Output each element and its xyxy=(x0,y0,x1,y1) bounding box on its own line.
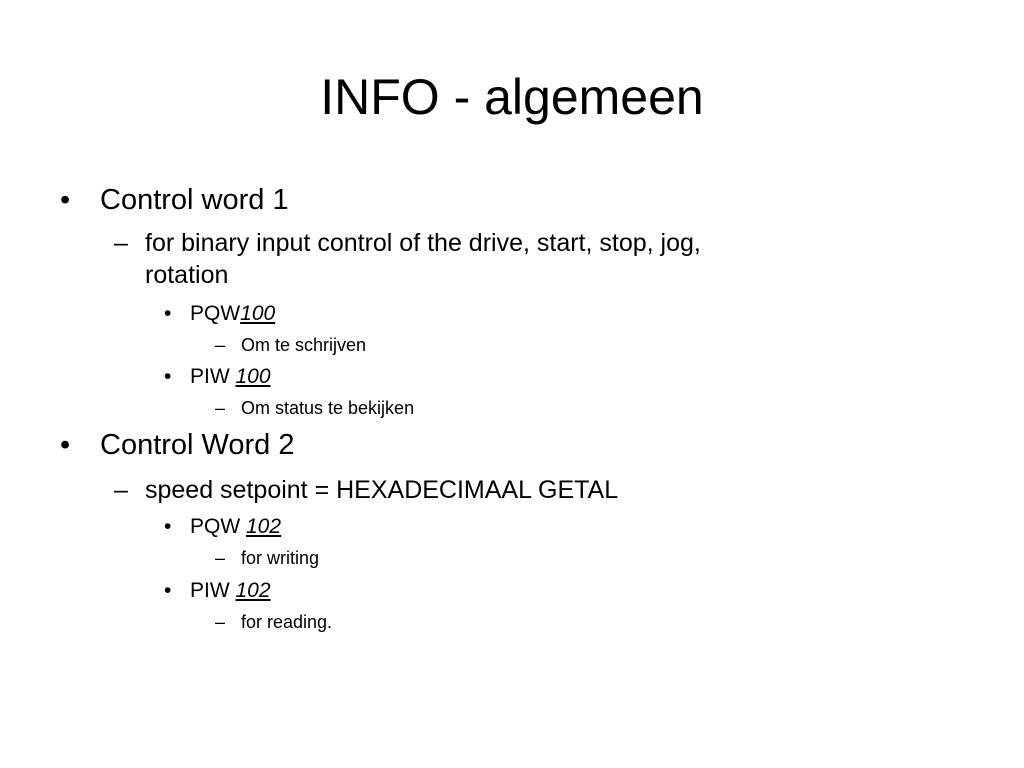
cw1-pqw-value: 100 xyxy=(240,302,276,325)
bullet-marker: • xyxy=(164,579,172,602)
cw2-pqw-value: 102 xyxy=(246,515,282,538)
cw2-piw-value: 102 xyxy=(235,579,271,602)
bullet-marker: • xyxy=(60,429,71,461)
cw2-pqw-note: for writing xyxy=(241,548,320,568)
cw1-pqw-note: Om te schrijven xyxy=(241,335,367,355)
bullet-marker: • xyxy=(164,365,172,388)
cw1-description-line1: for binary input control of the drive, start, stop, jog, xyxy=(145,229,701,257)
cw1-piw-value: 100 xyxy=(235,365,271,388)
cw1-piw-label: PIW xyxy=(190,365,236,388)
dash-marker: – xyxy=(215,398,226,418)
cw2-heading: Control Word 2 xyxy=(100,429,295,461)
cw1-description-line2: rotation xyxy=(145,261,229,289)
dash-marker: – xyxy=(114,476,128,504)
cw2-piw-label: PIW xyxy=(190,579,236,602)
cw1-piw-note: Om status te bekijken xyxy=(241,398,415,418)
bullet-marker: • xyxy=(164,302,172,325)
cw2-piw-item xyxy=(190,577,271,605)
cw1-heading: Control word 1 xyxy=(100,184,289,216)
cw1-pqw-label: PQW xyxy=(190,302,241,325)
bullet-marker: • xyxy=(60,184,71,216)
slide-title: INFO - algemeen xyxy=(320,69,704,125)
dash-marker: – xyxy=(215,335,226,355)
cw2-piw-note: for reading. xyxy=(241,612,333,632)
dash-marker: – xyxy=(114,229,128,257)
dash-marker: – xyxy=(215,548,226,568)
cw2-pqw-item xyxy=(190,513,281,541)
cw1-pqw-item xyxy=(190,300,275,328)
cw2-description: speed setpoint = HEXADECIMAAL GETAL xyxy=(145,476,619,504)
bullet-marker: • xyxy=(164,515,172,538)
dash-marker: – xyxy=(215,612,226,632)
cw2-pqw-label: PQW xyxy=(190,515,246,538)
cw1-piw-item xyxy=(190,363,271,391)
